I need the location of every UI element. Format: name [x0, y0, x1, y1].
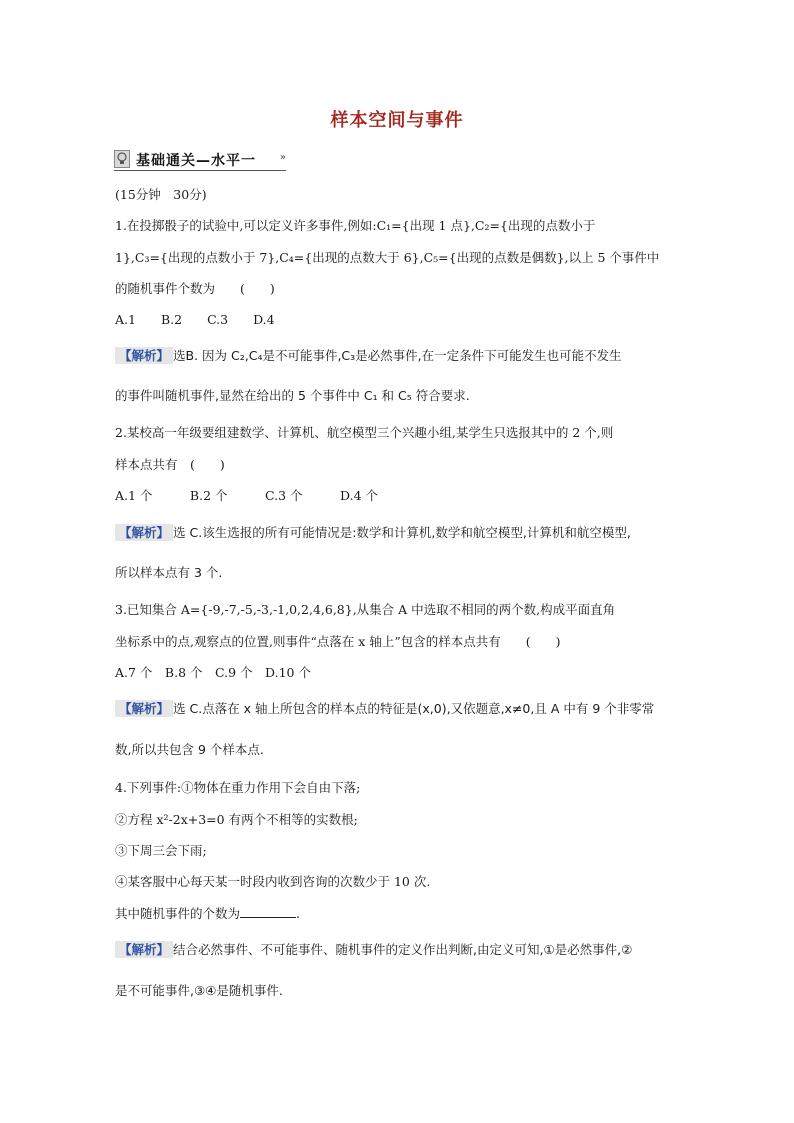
- time-score: (15分钟 30分): [115, 187, 207, 202]
- q2-line1: 2.某校高一年级要组建数学、计算机、航空模型三个兴趣小组,某学生只选报其中的 2 个,则: [115, 425, 614, 440]
- q3-options: A.7 个 B.8 个 C.9 个 D.10 个: [115, 665, 311, 680]
- q4-prompt: 其中随机事件的个数为: [115, 906, 241, 921]
- analysis-tag: 【解析】: [115, 524, 173, 541]
- q4-line3: ③下周三会下雨;: [115, 843, 207, 858]
- q2-options: A.1 个 B.2 个 C.3 个 D.4 个: [115, 488, 379, 503]
- q3-answer-text1: 选 C.点落在 x 轴上所包含的样本点的特征是(x,0),又依题意,x≠0,且 A 中有 9 个非零常: [173, 701, 655, 716]
- analysis-tag: 【解析】: [115, 941, 173, 958]
- q1-line1: 1.在投掷骰子的试验中,可以定义许多事件,例如:C₁={出现 1 点},C₂={出现的点数小于: [115, 218, 596, 233]
- q1-options: A.1 B.2 C.3 D.4: [115, 312, 275, 327]
- q1-line3: 的随机事件个数为 ( ): [115, 281, 275, 296]
- q2-answer-text1: 选 C.该生选报的所有可能情况是:数学和计算机,数学和航空模型,计算机和航空模型,: [173, 525, 631, 540]
- q4-prompt-end: .: [296, 906, 300, 921]
- q1-answer-line1: [115, 348, 622, 364]
- q3-answer-line2: 数,所以共包含 9 个样本点.: [115, 742, 264, 757]
- analysis-tag: 【解析】: [115, 700, 173, 717]
- q1-line2: 1},C₃={出现的点数小于 7},C₄={出现的点数大于 6},C₅={出现的点数是偶数},以上 5 个事件中: [115, 250, 660, 265]
- q4-line2: ②方程 x²-2x+3=0 有两个不相等的实数根;: [115, 812, 358, 827]
- q3-line1: 3.已知集合 A={-9,-7,-5,-3,-1,0,2,4,6,8},从集合 A 中选取不相同的两个数,构成平面直角: [115, 602, 616, 617]
- lightbulb-icon: [114, 150, 130, 168]
- analysis-tag: 【解析】: [115, 347, 173, 364]
- q4-answer-line1: [115, 942, 632, 958]
- answer-blank[interactable]: [240, 905, 296, 918]
- q4-answer-line2: 是不可能事件,③④是随机事件.: [115, 983, 283, 998]
- q1-answer-line2: 的事件叫随机事件,显然在给出的 5 个事件中 C₁ 和 C₅ 符合要求.: [115, 388, 470, 403]
- q2-line2: 样本点共有 ( ): [115, 457, 225, 472]
- section-header: [114, 150, 286, 171]
- q3-line2: 坐标系中的点,观察点的位置,则事件“点落在 x 轴上”包含的样本点共有 ( ): [115, 634, 561, 649]
- double-chevron-icon: »: [279, 152, 286, 163]
- page-title: 样本空间与事件: [330, 110, 464, 131]
- q3-answer-line1: [115, 701, 654, 717]
- q4-line5: [115, 905, 300, 922]
- q4-line1: 4.下列事件:①物体在重力作用下会自由下落;: [115, 780, 361, 795]
- q4-line4: ④某客服中心每天某一时段内收到咨询的次数少于 10 次.: [115, 874, 431, 889]
- q4-answer-text1: 结合必然事件、不可能事件、随机事件的定义作出判断,由定义可知,①是必然事件,②: [173, 942, 633, 957]
- q2-answer-line1: [115, 525, 631, 541]
- q1-answer-text1: 选B. 因为 C₂,C₄是不可能事件,C₃是必然事件,在一定条件下可能发生也可能不发生: [173, 348, 622, 363]
- q2-answer-line2: 所以样本点有 3 个.: [115, 565, 223, 580]
- section-label: 基础通关—水平一: [136, 153, 256, 169]
